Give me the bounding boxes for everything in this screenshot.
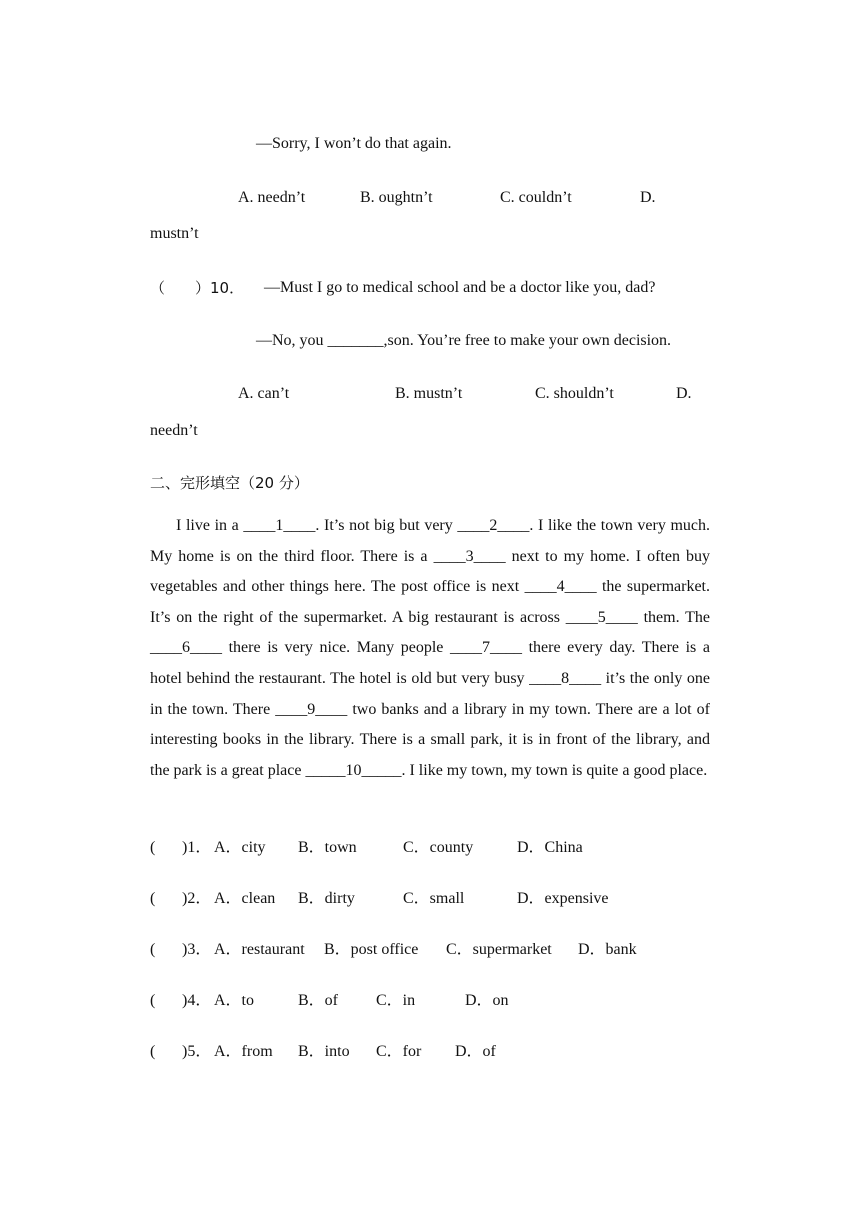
q10-option-d-text: needn’t [150, 422, 198, 439]
q9-option-a: A. needn’t [238, 189, 306, 206]
section-heading: 二、完形填空（20 分） [150, 474, 309, 492]
option-a: A．restaurant [214, 941, 305, 958]
question-number: )3． [182, 941, 212, 958]
option-d: D．bank [578, 941, 637, 958]
q9-option-c: C. couldn’t [500, 189, 572, 206]
option-b: B．into [298, 1043, 350, 1060]
question-number: )1． [182, 839, 212, 856]
answer-paren: ( [150, 839, 156, 856]
option-c: C．for [376, 1043, 422, 1060]
q10-option-c: C. shouldn’t [535, 385, 614, 402]
question-number: )2． [182, 890, 212, 907]
answer-paren: ( [150, 1043, 156, 1060]
option-c: C．in [376, 992, 416, 1009]
answer-paren: ( [150, 890, 156, 907]
option-a: A．clean [214, 890, 276, 907]
q10-answer-paren: （ ）10． [150, 279, 245, 297]
question-number: )4． [182, 992, 212, 1009]
option-d: D．on [465, 992, 509, 1009]
cloze-passage: I live in a ____1____. It’s not big but very ____2____. I like the town very much. My home is on the third floor. There is a ____3____ next to my home. I often buy vegetables and other things here. The post office is next ____4____ the supermarket. It’s on the right of the supermarket. A big restaurant is across ____5____ them. The ____6____ there is very nice. Many people ____7____ there every day. There is a hotel behind the restaurant. The hotel is old but very busy ____8____ it’s the only one in the town. There ____9____ two banks and a library in my town. There are a lot of interesting books in the library. There is a small park, it is in front of the library, and the park is a great place _____10_____. I like my town, my town is quite a good place. [150, 517, 710, 779]
q9-reply: —Sorry, I won’t do that again. [256, 135, 452, 152]
option-b: B．dirty [298, 890, 355, 907]
option-d: D．of [455, 1043, 496, 1060]
option-b: B．post office [324, 941, 419, 958]
q10-option-d-label: D. [676, 385, 692, 402]
option-a: A．to [214, 992, 255, 1009]
option-b: B．of [298, 992, 339, 1009]
q10-reply: —No, you _______,son. You’re free to make your own decision. [256, 332, 672, 349]
option-d: D．expensive [517, 890, 609, 907]
q10-option-b: B. mustn’t [395, 385, 463, 402]
q9-option-d-label: D. [640, 189, 656, 206]
q9-option-d-text: mustn’t [150, 225, 199, 242]
q10-question: —Must I go to medical school and be a doctor like you, dad? [264, 279, 656, 296]
option-c: C．county [403, 839, 474, 856]
option-a: A．from [214, 1043, 273, 1060]
option-a: A．city [214, 839, 266, 856]
answer-paren: ( [150, 941, 156, 958]
answer-paren: ( [150, 992, 156, 1009]
option-c: C．supermarket [446, 941, 552, 958]
question-number: )5． [182, 1043, 212, 1060]
q10-option-a: A. can’t [238, 385, 290, 402]
option-d: D．China [517, 839, 583, 856]
option-c: C．small [403, 890, 465, 907]
option-b: B．town [298, 839, 357, 856]
q9-option-b: B. oughtn’t [360, 189, 433, 206]
